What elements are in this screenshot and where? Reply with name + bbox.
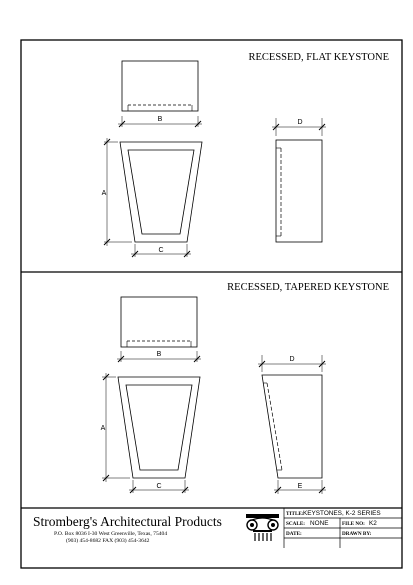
file-no-label: FILE NO: xyxy=(342,521,365,527)
dimension-d-flat xyxy=(272,118,326,136)
dimension-c-flat xyxy=(131,244,191,257)
dimension-b-flat xyxy=(118,116,202,127)
date-label: DATE: xyxy=(286,531,302,537)
dimension-a-label: A xyxy=(100,425,106,432)
dimension-c-label: C xyxy=(156,483,162,490)
top-view-flat xyxy=(122,61,198,111)
top-view-tapered xyxy=(121,297,197,347)
dimension-a-label: A xyxy=(101,190,107,197)
scale-value: NONE xyxy=(310,520,329,527)
dimension-b-label: B xyxy=(156,351,162,358)
company-address: P.O. Box 8036 I-30 West Greenville, Texas, 75404 xyxy=(54,531,168,537)
front-view-flat xyxy=(120,142,202,242)
scale-label: SCALE: xyxy=(286,521,306,527)
section-title-flat: RECESSED, FLAT KEYSTONE xyxy=(248,52,389,63)
side-view-tapered xyxy=(262,375,322,478)
company-phone: (903) 454-8682 FAX (903) 454-3642 xyxy=(66,538,150,544)
dimension-b-label: B xyxy=(157,116,163,123)
dimension-d-label: D xyxy=(297,119,303,126)
dimension-b-tapered xyxy=(117,351,201,362)
title-label: TITLE: xyxy=(286,511,304,517)
front-view-tapered xyxy=(118,377,200,478)
dimension-d-label: D xyxy=(289,356,295,363)
drawn-by-label: DRAWN BY: xyxy=(342,531,372,537)
sheet-border xyxy=(21,40,402,568)
section-title-tapered: RECESSED, TAPERED KEYSTONE xyxy=(227,282,389,293)
ionic-capital-logo-icon xyxy=(246,514,279,541)
dimension-c-tapered xyxy=(129,480,189,493)
title-value: KEYSTONES, K-2 SERIES xyxy=(303,510,381,517)
dimension-c-label: C xyxy=(158,247,164,254)
side-view-flat xyxy=(276,140,322,242)
dimension-e-tapered xyxy=(274,480,326,494)
dimension-d-tapered xyxy=(258,355,326,372)
dimension-e-label: E xyxy=(297,483,303,490)
file-no-value: K2 xyxy=(369,520,377,527)
company-name: Stromberg's Architectural Products xyxy=(33,514,222,529)
